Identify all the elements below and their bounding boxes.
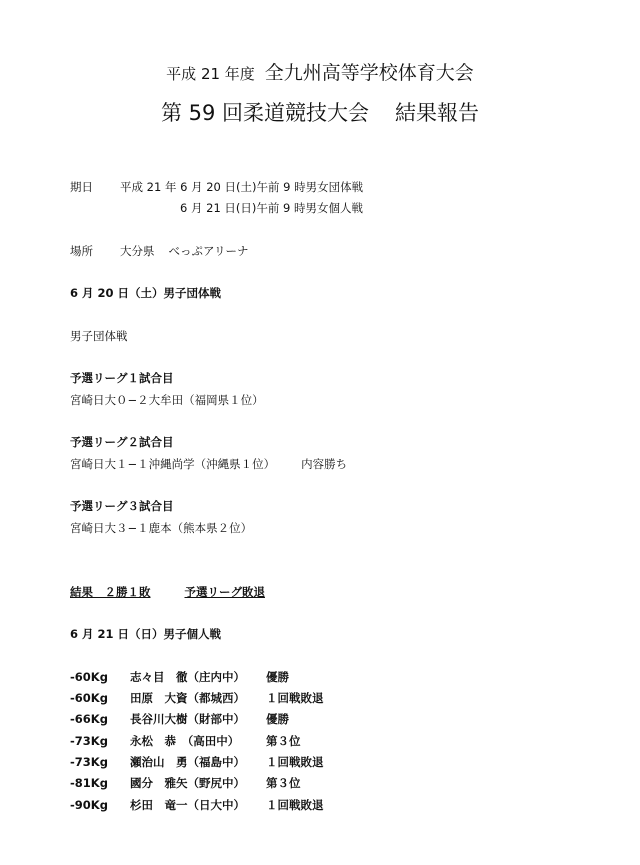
schedule-day1: 平成 21 年 6 月 20 日(土)午前 9 時男女団体戦 (120, 180, 364, 194)
result-outcome: 優勝 (266, 670, 289, 684)
result-row (70, 690, 324, 706)
match3-heading: 予選リーグ３試合目 (70, 499, 174, 513)
team-summary-record: 結果 ２勝１敗 (70, 585, 151, 599)
match2-result: 宮崎日大１−１沖縄尚学（沖縄県１位） (70, 457, 276, 471)
title-year: 平成 21 年度 (166, 65, 255, 83)
match1-heading: 予選リーグ１試合目 (70, 371, 174, 385)
title-event: 全九州高等学校体育大会 (264, 62, 474, 84)
result-row (70, 669, 289, 685)
result-name: 杉田 竜一（日大中） (130, 798, 245, 812)
result-weight: -81Kg (70, 776, 108, 790)
result-outcome: １回戦敗退 (266, 755, 324, 769)
result-outcome: 第３位 (266, 776, 301, 790)
title-competition: 第 59 回柔道競技大会 (160, 101, 370, 125)
venue-line (70, 243, 249, 259)
result-name: 國分 雅矢（野尻中） (130, 776, 245, 790)
result-outcome: １回戦敗退 (266, 798, 324, 812)
schedule-label: 期日 (70, 180, 93, 194)
result-name: 瀬治山 勇（福島中） (130, 755, 245, 769)
page-title-line1 (0, 58, 640, 85)
match2-result-line (70, 456, 347, 472)
schedule-line2 (180, 200, 363, 216)
result-name: 長谷川大樹（財部中） (130, 712, 245, 726)
title-report: 結果報告 (395, 101, 480, 125)
team-summary (70, 584, 265, 600)
result-outcome: 優勝 (266, 712, 289, 726)
team-summary-outcome: 予選リーグ敗退 (184, 585, 265, 599)
match2-note: 内容勝ち (301, 457, 348, 471)
result-row (70, 754, 324, 770)
match2-heading: 予選リーグ２試合目 (70, 435, 174, 449)
result-name: 永松 恭 （高田中） (130, 734, 240, 748)
result-row (70, 711, 289, 727)
page-title-line2 (0, 97, 640, 127)
result-name: 志々目 徹（庄内中） (130, 670, 245, 684)
result-row (70, 797, 324, 813)
schedule-day2: 6 月 21 日(日)午前 9 時男女個人戦 (180, 201, 364, 215)
result-outcome: 第３位 (266, 734, 301, 748)
result-weight: -60Kg (70, 691, 108, 705)
result-weight: -66Kg (70, 712, 108, 726)
venue-place: べっぷアリーナ (168, 244, 249, 258)
result-weight: -90Kg (70, 798, 108, 812)
venue-prefecture: 大分県 (120, 244, 155, 258)
result-row (70, 733, 301, 749)
result-weight: -73Kg (70, 734, 108, 748)
venue-label: 場所 (70, 244, 93, 258)
result-name: 田原 大資（都城西） (130, 691, 245, 705)
individual-day-heading: 6 月 21 日（日）男子個人戦 (70, 627, 222, 641)
team-day-heading: 6 月 20 日（土）男子団体戦 (70, 286, 222, 300)
schedule-line1 (70, 179, 363, 195)
result-outcome: １回戦敗退 (266, 691, 324, 705)
team-category: 男子団体戦 (70, 329, 128, 343)
result-row (70, 775, 301, 791)
result-weight: -60Kg (70, 670, 108, 684)
match1-result: 宮崎日大０−２大牟田（福岡県１位） (70, 393, 264, 407)
match3-result: 宮崎日大３−１鹿本（熊本県２位） (70, 521, 253, 535)
result-weight: -73Kg (70, 755, 108, 769)
